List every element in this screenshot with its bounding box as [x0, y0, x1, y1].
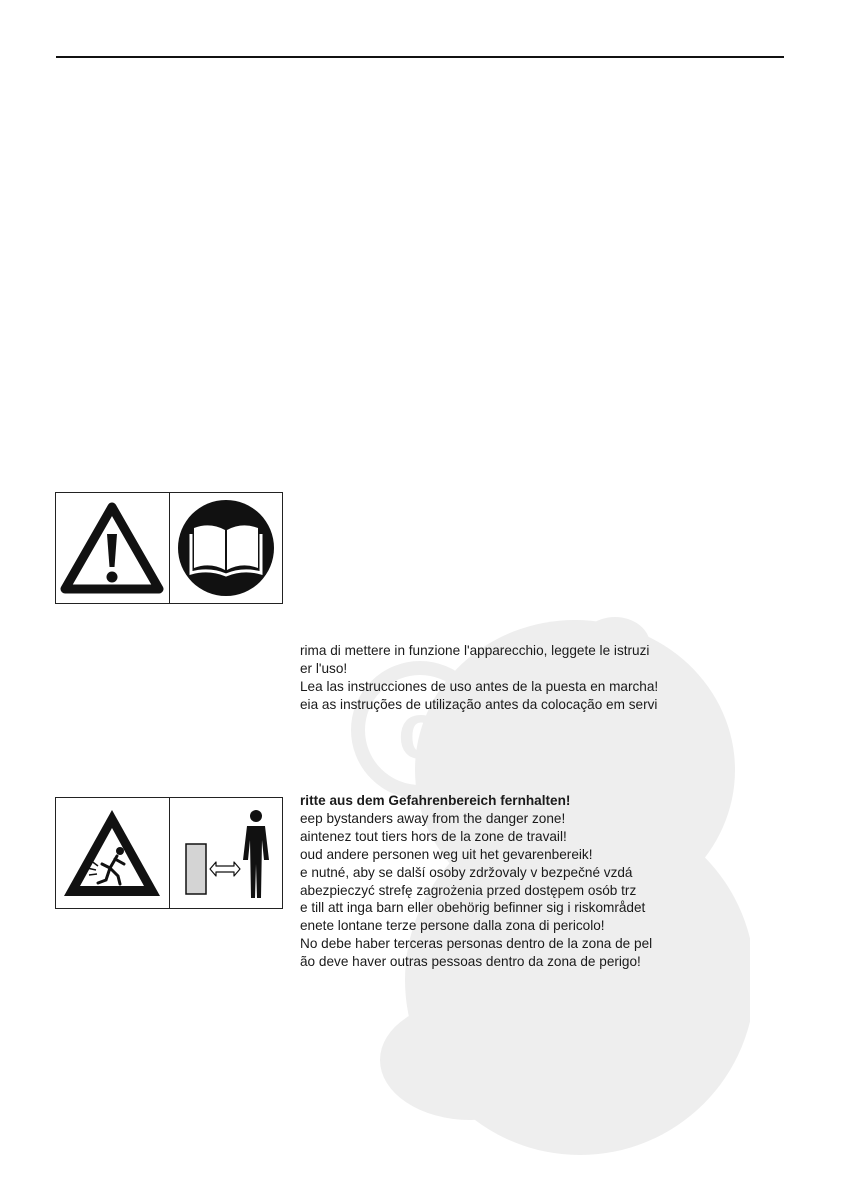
- hazard-cell: [56, 798, 169, 908]
- warning-triangle-icon: [60, 502, 164, 594]
- svg-text:c: c: [397, 686, 443, 775]
- hazard-zone-icon: [60, 804, 164, 902]
- text-line: aintenez tout tiers hors de la zone de travail!: [300, 828, 567, 844]
- text-line: rima di mettere in funzione l'apparecchio, leggete le istruzi: [300, 643, 650, 658]
- text-line: eia as instruções de utilização antes da colocação em servi: [300, 696, 658, 712]
- distance-cell: [169, 798, 283, 908]
- text-line: e nutné, aby se další osoby zdržovaly v bezpečné vzdá: [300, 864, 633, 880]
- text-line: e till att inga barn eller obehörig befinner sig i riskområdet: [300, 900, 646, 916]
- read-manual-icon: [176, 498, 276, 598]
- text-line: ão deve haver outras pessoas dentro da zona de perigo!: [300, 954, 641, 970]
- text-line: No debe haber terceras personas dentro de la zona de pel: [300, 936, 653, 952]
- warning-cell: [56, 493, 169, 603]
- keep-distance-icon: [176, 806, 276, 900]
- read-manual-text: [300, 642, 730, 714]
- danger-zone-text: [300, 792, 730, 971]
- text-line: Lea las instrucciones de uso antes de la puesta en marcha!: [300, 678, 659, 694]
- text-line: er l'uso!: [300, 660, 348, 676]
- safety-icons-read-manual: [55, 492, 283, 604]
- text-line: oud andere personen weg uit het gevarenbereik!: [300, 846, 593, 862]
- text-line: abezpieczyć strefę zagrożenia przed dostępem osób trz: [300, 882, 637, 898]
- text-line: enete lontane terze persone dalla zona di pericolo!: [300, 918, 605, 934]
- text-line: eep bystanders away from the danger zone!: [300, 810, 566, 826]
- safety-icons-danger-zone: [55, 797, 283, 909]
- manual-cell: [169, 493, 283, 603]
- header-rule: [56, 56, 784, 58]
- text-heading: ritte aus dem Gefahrenbereich fernhalten!: [300, 793, 571, 808]
